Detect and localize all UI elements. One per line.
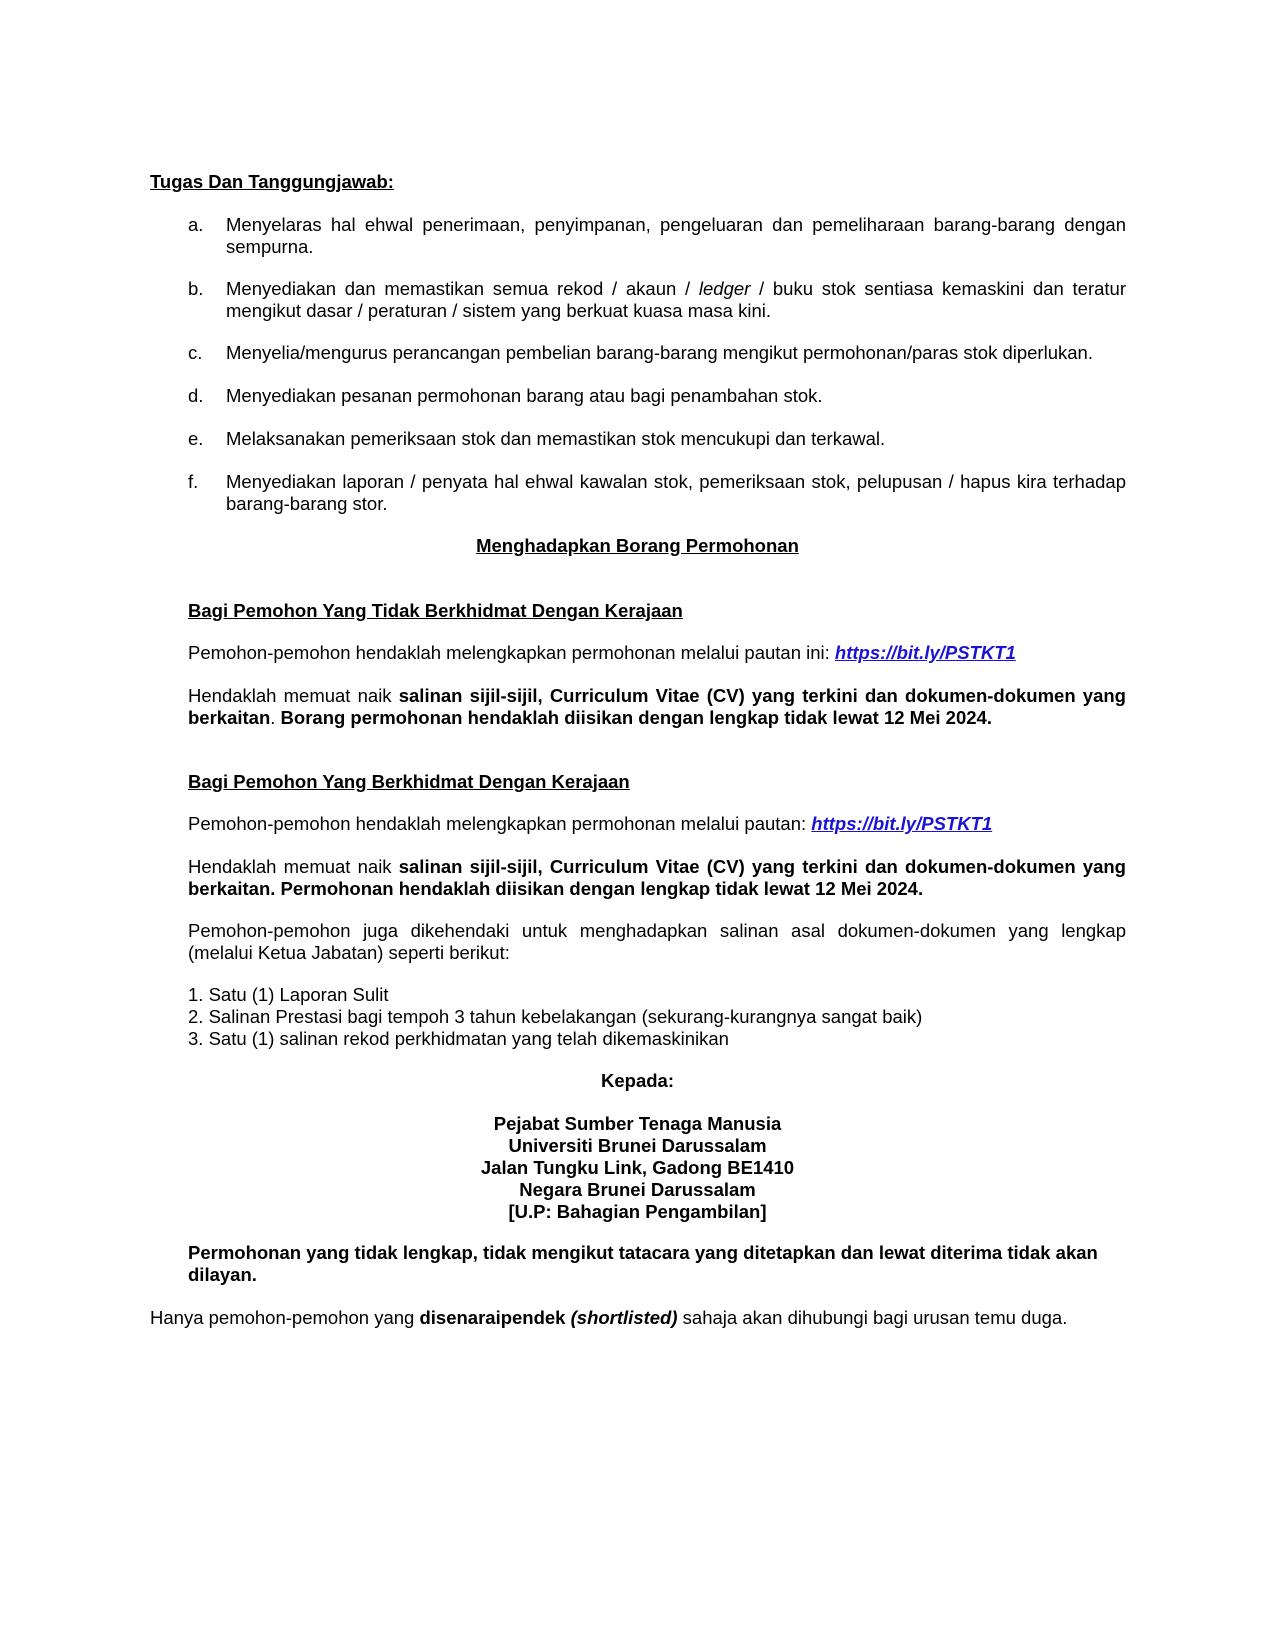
duty-text-line: Menyelia/mengurus perancangan pembelian barang-barang mengikut permohonan/paras stok diperlukan. <box>226 342 1093 363</box>
duty-label: c. <box>188 342 203 363</box>
incomplete-warning: Permohonan yang tidak lengkap, tidak mengikut tatacara yang ditetapkan dan lewat diterima tidak akan dilayan. <box>188 1242 1098 1285</box>
closing-note: Hanya pemohon-pemohon yang disenaraipendek (shortlisted) sahaja akan dihubungi bagi urusan temu duga. <box>150 1307 1068 1328</box>
non-gov-upload-text: Hendaklah memuat naik salinan sijil-sijil, Curriculum Vitae (CV) yang terkini dan dokumen-dokumen yang berkaitan. Borang permohonan hendaklah diisikan dengan lengkap tidak lewat 12 Mei 2024. <box>188 685 1126 728</box>
address-to: Kepada: <box>601 1070 674 1091</box>
gov-upload-text: Hendaklah memuat naik salinan sijil-sijil, Curriculum Vitae (CV) yang terkini dan dokumen-dokumen yang berkaitan. Permohonan hendaklah diisikan dengan lengkap tidak lewat 12 Mei 2024. <box>188 856 1126 899</box>
duty-text-line: Menyediakan pesanan permohonan barang atau bagi penambahan stok. <box>226 385 823 406</box>
duty-text-line: sempurna. <box>226 236 314 257</box>
duty-label: e. <box>188 428 204 449</box>
duty-label: b. <box>188 278 204 299</box>
address-block <box>0 1113 1275 1223</box>
list-item: 1. Satu (1) Laporan Sulit <box>188 984 389 1005</box>
duty-text-line: barang-barang stor. <box>226 493 388 514</box>
address-line: Pejabat Sumber Tenaga Manusia <box>493 1113 782 1134</box>
duty-label: f. <box>188 471 199 492</box>
duty-text-line: Melaksanakan pemeriksaan stok dan memastikan stok mencukupi dan terkawal. <box>226 428 886 449</box>
duty-text-line: mengikut dasar / peraturan / sistem yang berkuat kuasa masa kini. <box>226 300 771 321</box>
gov-docs-list <box>188 984 922 1050</box>
non-gov-heading: Bagi Pemohon Yang Tidak Berkhidmat Dengan Kerajaan <box>188 600 683 621</box>
address-line: Negara Brunei Darussalam <box>519 1179 756 1200</box>
address-line: Jalan Tungku Link, Gadong BE1410 <box>480 1157 795 1178</box>
non-gov-intro: Pemohon-pemohon hendaklah melengkapkan permohonan melalui pautan ini: https://bit.ly/PSTKT1 <box>188 642 1016 663</box>
duty-text-line: Menyediakan laporan / penyata hal ehwal kawalan stok, pemeriksaan stok, pelupusan / hapus kira terhadap <box>226 471 1126 492</box>
gov-application-link[interactable]: https://bit.ly/PSTKT1 <box>811 813 993 834</box>
list-item: 3. Satu (1) salinan rekod perkhidmatan yang telah dikemaskinikan <box>188 1028 729 1049</box>
address-line: Universiti Brunei Darussalam <box>508 1135 767 1156</box>
duty-label: a. <box>188 214 204 235</box>
list-item: 2. Salinan Prestasi bagi tempoh 3 tahun kebelakangan (sekurang-kurangnya sangat baik) <box>188 1006 923 1027</box>
gov-docs-intro: Pemohon-pemohon juga dikehendaki untuk menghadapkan salinan asal dokumen-dokumen yang lengkap (melalui Ketua Jabatan) seperti berikut: <box>188 920 1126 963</box>
duty-text-line: Menyediakan dan memastikan semua rekod / akaun / ledger / buku stok sentiasa kemaskini dan teratur <box>226 278 1127 299</box>
duties-heading: Tugas Dan Tanggungjawab: <box>150 171 394 192</box>
gov-intro: Pemohon-pemohon hendaklah melengkapkan permohonan melalui pautan: https://bit.ly/PSTKT1 <box>188 813 993 834</box>
submission-heading: Menghadapkan Borang Permohonan <box>476 535 799 556</box>
address-line: [U.P: Bahagian Pengambilan] <box>508 1201 767 1222</box>
duty-text-line: Menyelaras hal ehwal penerimaan, penyimpanan, pengeluaran dan pemeliharaan barang-barang dengan <box>226 214 1126 235</box>
duty-label: d. <box>188 385 204 406</box>
non-gov-application-link[interactable]: https://bit.ly/PSTKT1 <box>834 642 1016 663</box>
gov-heading: Bagi Pemohon Yang Berkhidmat Dengan Kerajaan <box>188 771 630 792</box>
